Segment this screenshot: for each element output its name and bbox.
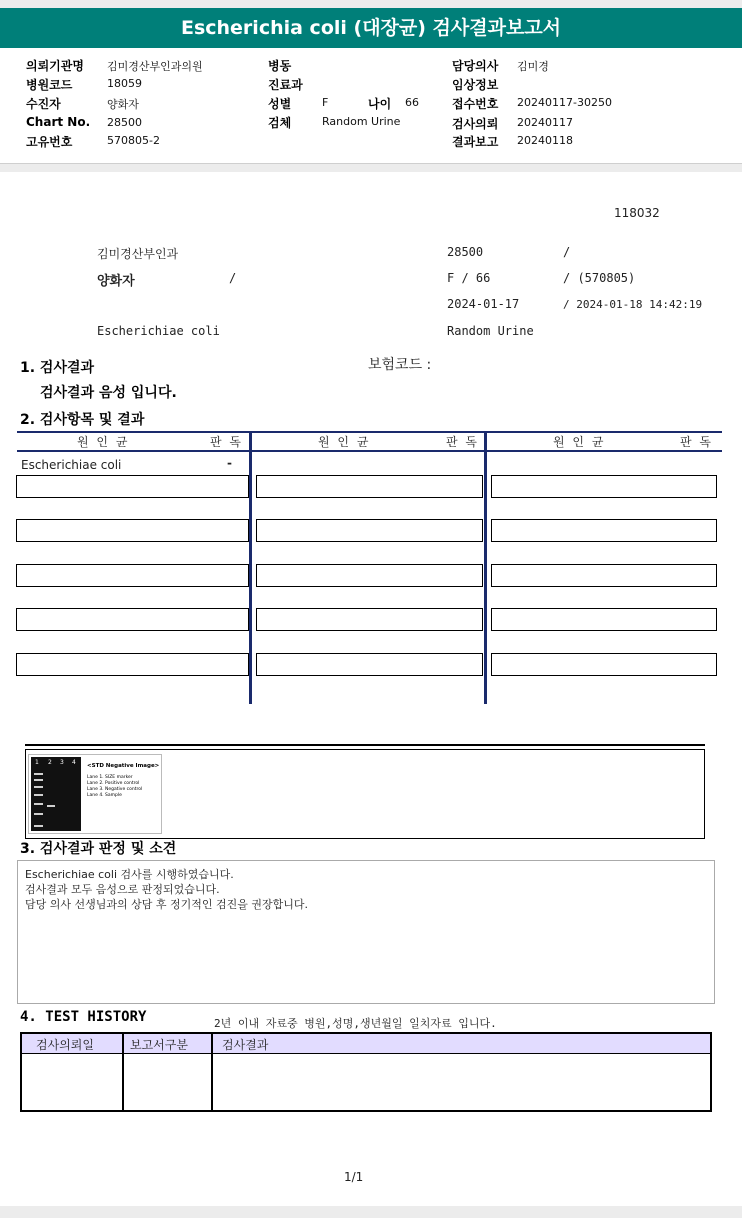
header-label: 의뢰기관명 (26, 59, 84, 73)
header-value: 570805-2 (107, 134, 160, 147)
test-name: Escherichiae coli (97, 324, 220, 338)
page-number: 1/1 (344, 1170, 364, 1184)
header-value: 20240117 (517, 116, 573, 129)
column-header-result: 판 독 (446, 435, 479, 449)
gel-title: <STD Negative Image> (87, 763, 160, 769)
history-col-result: 검사결과 (222, 1038, 269, 1052)
gel-legend-line: Lane 4. Sample (87, 793, 122, 798)
section2-title: 2. 검사항목 및 결과 (20, 412, 145, 428)
marker-band (34, 813, 43, 815)
lane-number: 4 (72, 759, 76, 766)
result-cell (491, 608, 717, 631)
header-value: Random Urine (322, 115, 401, 128)
gel-legend-line: Lane 1. SIZE marker (87, 775, 133, 780)
result-cell (16, 564, 249, 587)
marker-band (34, 773, 43, 775)
header-label: Chart No. (26, 115, 91, 129)
header-value: F (322, 96, 329, 109)
gel-picture (31, 757, 81, 831)
result-cell (256, 608, 483, 631)
patient-info-header (0, 48, 742, 164)
column-divider (484, 431, 487, 704)
header-label: 담당의사 (452, 59, 499, 73)
header-label: 나이 (368, 97, 392, 111)
page-bottom-margin (0, 1206, 742, 1218)
section4-title: 4. TEST HISTORY (20, 1009, 147, 1025)
test-history-table (20, 1032, 712, 1112)
lane-number: 2 (48, 759, 52, 766)
gel-legend-line: Lane 2. Positive control (87, 781, 140, 786)
column-header-result: 판 독 (680, 435, 713, 449)
insurance-code-label: 보험코드 : (368, 357, 432, 373)
header-label: 임상정보 (452, 78, 499, 92)
lane-number: 1 (35, 759, 39, 766)
report-title: Escherichia coli (대장균) 검사결과보고서 (0, 8, 742, 48)
marker-band (34, 825, 43, 827)
hospital-name: 김미경산부인과 (97, 247, 179, 261)
header-value: 김미경산부인과의원 (107, 60, 203, 73)
marker-band (34, 803, 43, 805)
column-header-organism: 원 인 균 (318, 435, 371, 449)
gel-top-rule (25, 744, 705, 746)
header-label: 접수번호 (452, 97, 499, 111)
result-cell (491, 475, 717, 498)
request-date: 2024-01-17 (447, 297, 520, 311)
column-header-organism: 원 인 균 (553, 435, 606, 449)
result-cell (256, 519, 483, 542)
header-label: 병동 (268, 59, 292, 73)
result-cell (16, 519, 249, 542)
header-label: 검체 (268, 116, 292, 130)
history-col-report-type: 보고서구분 (130, 1038, 188, 1052)
column-header-result: 판 독 (210, 435, 243, 449)
section3-title: 3. 검사결과 판정 및 소견 (20, 841, 177, 857)
result-cell (491, 653, 717, 676)
header-label: 진료과 (268, 78, 303, 92)
history-col-request-date: 검사의뢰일 (36, 1038, 94, 1052)
opinion-box (17, 860, 715, 1004)
column-divider (249, 431, 252, 704)
report-datetime: / 2024-01-18 14:42:19 (563, 298, 703, 311)
history-note: 2년 이내 자료중 병원,성명,생년월일 일치자료 입니다. (214, 1017, 497, 1030)
opinion-line: Escherichiae coli 검사를 시행하였습니다. (25, 868, 234, 881)
lane-number: 3 (60, 759, 64, 766)
header-label: 성별 (268, 97, 292, 111)
separator: / (229, 271, 237, 285)
header-value: 66 (405, 96, 419, 109)
header-label: 수진자 (26, 97, 61, 111)
result-cell (256, 475, 483, 498)
result-cell (491, 519, 717, 542)
history-col-divider (122, 1034, 124, 1110)
result-cell (16, 653, 249, 676)
marker-band (34, 794, 43, 796)
header-label: 고유번호 (26, 135, 73, 149)
patient-name: 양화자 (97, 274, 135, 289)
header-label: 검사의뢰 (452, 117, 499, 131)
organism-result: - (227, 456, 232, 470)
header-value: 18059 (107, 77, 142, 90)
marker-band (34, 779, 43, 781)
sex-age: F / 66 (447, 271, 491, 285)
header-value: 20240118 (517, 134, 573, 147)
result-cell (16, 475, 249, 498)
result-summary: 검사결과 음성 입니다. (40, 385, 177, 401)
marker-band (34, 786, 43, 788)
header-value: 20240117-30250 (517, 96, 612, 109)
result-cell (256, 653, 483, 676)
opinion-line: 검사결과 모두 음성으로 판정되었습니다. (25, 883, 220, 896)
result-cell (491, 564, 717, 587)
history-col-divider (211, 1034, 213, 1110)
table-header-rule (17, 450, 722, 452)
positive-control-band (47, 805, 55, 807)
specimen: Random Urine (447, 324, 534, 338)
result-cell (256, 564, 483, 587)
header-value: 양화자 (107, 98, 139, 111)
gel-legend-line: Lane 3. Negative control (87, 787, 143, 792)
chart-number: 28500 (447, 245, 484, 259)
header-value: 김미경 (517, 60, 549, 73)
column-header-organism: 원 인 균 (77, 435, 130, 449)
separator: / (563, 245, 571, 259)
result-cell (16, 608, 249, 631)
organism-name: Escherichiae coli (21, 458, 122, 472)
history-header-row (22, 1034, 710, 1054)
header-label: 결과보고 (452, 135, 499, 149)
header-value: 28500 (107, 116, 142, 129)
header-label: 병원코드 (26, 78, 73, 92)
id-suffix: / (570805) (563, 271, 636, 285)
std-negative-gel-image (28, 754, 162, 834)
report-code: 118032 (614, 206, 660, 220)
opinion-line: 담당 의사 선생님과의 상담 후 정기적인 검진을 권장합니다. (25, 898, 308, 911)
section1-title: 1. 검사결과 (20, 360, 95, 376)
